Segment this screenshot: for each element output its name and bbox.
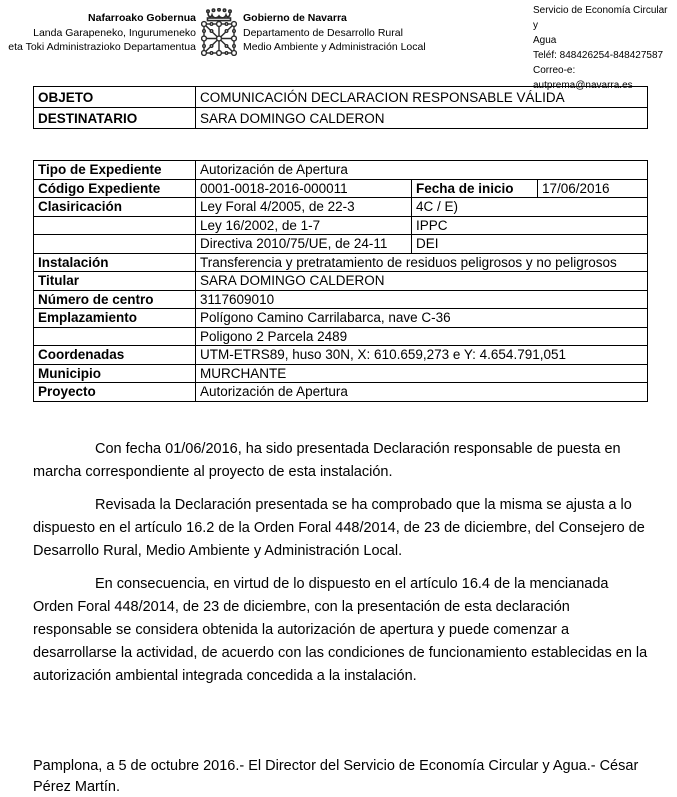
header-basque-department-line: eta Toki Administrazioko Departamentua xyxy=(8,41,196,53)
letter-body xyxy=(33,438,650,698)
table-row xyxy=(34,216,648,235)
navarra-coat-of-arms-icon xyxy=(201,8,237,56)
header-department-line: Medio Ambiente y Administración Local xyxy=(243,41,426,53)
table-cell: SARA DOMINGO CALDERON xyxy=(196,108,648,129)
table-row xyxy=(34,290,648,309)
table-row xyxy=(34,161,648,180)
table-cell: Titular xyxy=(34,272,196,291)
contact-email: Correo-e: autprema@navarra.es xyxy=(533,65,633,91)
table-cell: Directiva 2010/75/UE, de 24-11 xyxy=(196,235,412,254)
table-row xyxy=(34,309,648,328)
table-row xyxy=(34,346,648,365)
header-basque-department-line: Landa Garapeneko, Ingurumeneko xyxy=(33,26,196,39)
table-cell: Ley Foral 4/2005, de 22-3 xyxy=(196,198,412,217)
table-row xyxy=(34,87,648,108)
table-row xyxy=(34,272,648,291)
table-cell: Poligono 2 Parcela 2489 xyxy=(196,327,648,346)
header-department-line: Departamento de Desarrollo Rural xyxy=(243,26,403,39)
expediente-table xyxy=(33,160,648,402)
table-cell xyxy=(34,216,196,235)
contact-service-line: Agua xyxy=(533,35,557,46)
table-cell: Clasiricación xyxy=(34,198,196,217)
table-cell: MURCHANTE xyxy=(196,364,648,383)
table-cell: 0001-0018-2016-000011 xyxy=(196,179,412,198)
table-cell: Coordenadas xyxy=(34,346,196,365)
table-row xyxy=(34,327,648,346)
paragraph-autorizacion: En consecuencia, en virtud de lo dispuesto en el artículo 16.4 de la mencianada Orden Foral 448/2014, de 23 de diciembre, con la presentación de esta declaración responsable se considera obtenida la autorización de apertura y puede comenzar a desarrollarse la actividad, de acuerdo con las condiciones de funcionamiento establecidas en la autorización ambiental integrada concedida a la instalación. xyxy=(33,576,648,684)
paragraph-revision: Revisada la Declaración presentada se ha comprobado que la misma se ajusta a lo dispuesto en el artículo 16.2 de la Orden Foral 448/2014, de 23 de diciembre, del Consejero de Desarrollo Rural, Medio Ambiente y Administración Local. xyxy=(33,497,645,559)
table-cell: Ley 16/2002, de 1-7 xyxy=(196,216,412,235)
table-row xyxy=(34,198,648,217)
table-cell: Municipio xyxy=(34,364,196,383)
table-cell xyxy=(34,327,196,346)
table-cell: UTM-ETRS89, huso 30N, X: 610.659,273 e Y: 4.654.791,051 xyxy=(196,346,648,365)
table-cell: Fecha de inicio xyxy=(412,179,538,198)
table-cell xyxy=(34,235,196,254)
contact-phone: Teléf: 848426254-848427587 xyxy=(533,50,664,61)
table-cell: Instalación xyxy=(34,253,196,272)
table-cell: Emplazamiento xyxy=(34,309,196,328)
contact-service-line: Servicio de Economía Circular y xyxy=(533,5,668,31)
table-cell: OBJETO xyxy=(34,87,196,108)
table-cell: Número de centro xyxy=(34,290,196,309)
table-cell: Polígono Camino Carrilabarca, nave C-36 xyxy=(196,309,648,328)
table-cell: IPPC xyxy=(412,216,648,235)
table-cell: Transferencia y pretratamiento de residuos peligrosos y no peligrosos xyxy=(196,253,648,272)
table-cell: COMUNICACIÓN DECLARACION RESPONSABLE VÁLIDA xyxy=(196,87,648,108)
paragraph-declaracion-presentada: Con fecha 01/06/2016, ha sido presentada Declaración responsable de puesta en marcha correspondiente al proyecto de esta instalación. xyxy=(33,441,621,480)
table-row xyxy=(34,179,648,198)
table-cell: Autorización de Apertura xyxy=(196,161,648,180)
objeto-table xyxy=(33,86,648,129)
closing-signature: Pamplona, a 5 de octubre 2016.- El Director del Servicio de Economía Circular y Agua.- César Pérez Martín. xyxy=(33,758,639,795)
header-basque-department xyxy=(0,11,196,55)
table-row xyxy=(34,364,648,383)
table-cell: 4C / E) xyxy=(412,198,648,217)
table-cell: 3117609010 xyxy=(196,290,648,309)
table-row xyxy=(34,235,648,254)
table-cell: 17/06/2016 xyxy=(538,179,648,198)
table-row xyxy=(34,108,648,129)
table-cell: SARA DOMINGO CALDERON xyxy=(196,272,648,291)
table-cell: Tipo de Expediente xyxy=(34,161,196,180)
header-contact-block xyxy=(533,3,675,93)
header-spanish-department xyxy=(243,11,426,55)
table-row xyxy=(34,253,648,272)
table-cell: DESTINATARIO xyxy=(34,108,196,129)
table-cell: DEI xyxy=(412,235,648,254)
table-row xyxy=(34,383,648,402)
header-basque-government-name: Nafarroako Gobernua xyxy=(88,12,196,24)
table-cell: Autorización de Apertura xyxy=(196,383,648,402)
table-cell: Código Expediente xyxy=(34,179,196,198)
table-cell: Proyecto xyxy=(34,383,196,402)
header-government-name: Gobierno de Navarra xyxy=(243,12,347,24)
